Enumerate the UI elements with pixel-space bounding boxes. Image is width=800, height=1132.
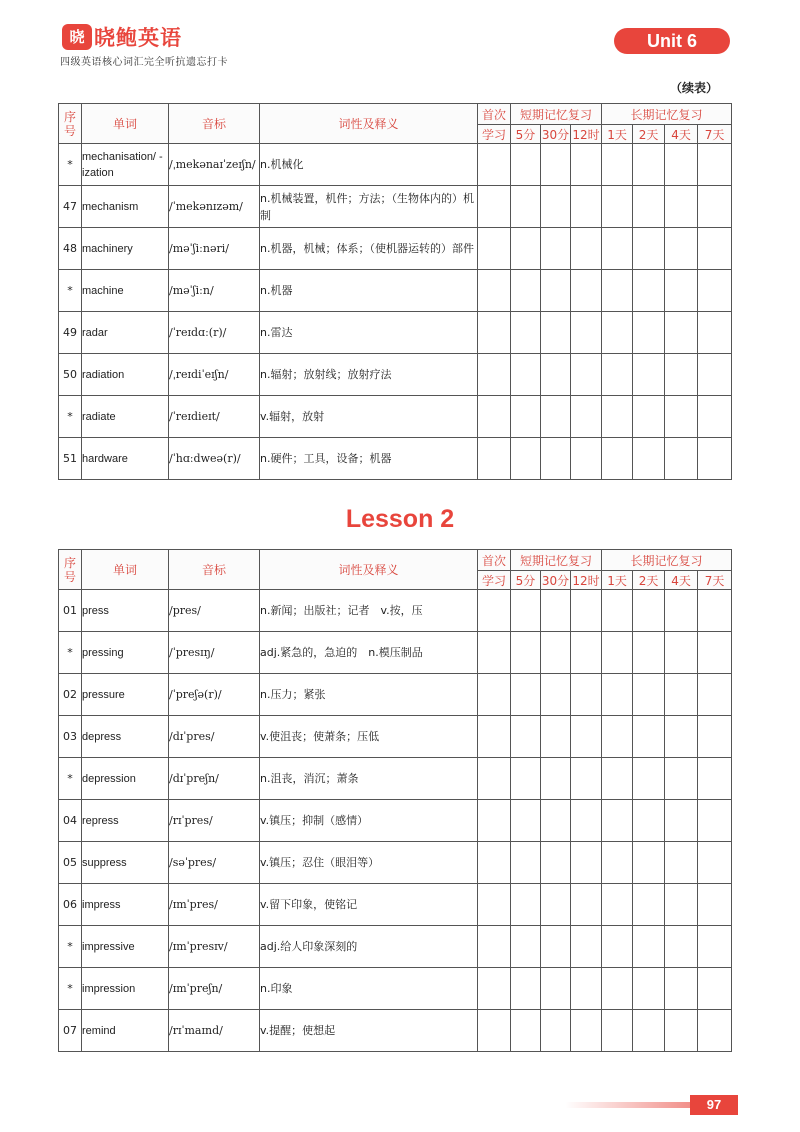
- checkbox-30min[interactable]: [541, 1010, 571, 1052]
- checkbox-first-study[interactable]: [478, 144, 511, 186]
- checkbox-2day[interactable]: [633, 312, 665, 354]
- row-word: depression: [82, 758, 169, 800]
- checkbox-first-study[interactable]: [478, 354, 511, 396]
- checkbox-12h[interactable]: [571, 884, 602, 926]
- row-definition: n.沮丧，消沉；萧条: [260, 758, 478, 800]
- checkbox-12h[interactable]: [571, 674, 602, 716]
- checkbox-first-study[interactable]: [478, 270, 511, 312]
- checkbox-first-study[interactable]: [478, 842, 511, 884]
- checkbox-7day[interactable]: [698, 396, 732, 438]
- header-30min: 30分: [541, 571, 571, 590]
- checkbox-12h[interactable]: [571, 354, 602, 396]
- row-phonetic: /rɪˈpres/: [169, 800, 260, 842]
- table-row: [59, 674, 732, 716]
- checkbox-2day[interactable]: [633, 716, 665, 758]
- checkbox-5min[interactable]: [511, 800, 541, 842]
- checkbox-1day[interactable]: [602, 186, 633, 228]
- checkbox-7day[interactable]: [698, 438, 732, 480]
- row-number: *: [59, 968, 82, 1010]
- checkbox-30min[interactable]: [541, 228, 571, 270]
- row-phonetic: /ˌmekənaɪˈzeɪʃn/: [169, 144, 260, 186]
- row-phonetic: /ˈpreʃə(r)/: [169, 674, 260, 716]
- header-12h: 12时: [571, 125, 602, 144]
- checkbox-4day[interactable]: [665, 228, 698, 270]
- row-definition: n.机器，机械；体系；（使机器运转的）部件: [260, 228, 478, 270]
- row-phonetic: /ˈreɪdieɪt/: [169, 396, 260, 438]
- header-2day: 2天: [633, 571, 665, 590]
- checkbox-12h[interactable]: [571, 758, 602, 800]
- checkbox-2day[interactable]: [633, 884, 665, 926]
- row-number: *: [59, 396, 82, 438]
- checkbox-7day[interactable]: [698, 926, 732, 968]
- checkbox-5min[interactable]: [511, 354, 541, 396]
- checkbox-4day[interactable]: [665, 144, 698, 186]
- checkbox-2day[interactable]: [633, 842, 665, 884]
- checkbox-4day[interactable]: [665, 884, 698, 926]
- checkbox-2day[interactable]: [633, 590, 665, 632]
- header-5min: 5分: [511, 571, 541, 590]
- header-long-term: 长期记忆复习: [602, 104, 732, 125]
- header-first-study: 首次: [478, 550, 511, 571]
- checkbox-2day[interactable]: [633, 800, 665, 842]
- row-word: impressive: [82, 926, 169, 968]
- row-phonetic: /məˈʃiːn/: [169, 270, 260, 312]
- row-word: radiation: [82, 354, 169, 396]
- checkbox-5min[interactable]: [511, 1010, 541, 1052]
- header-first-study: 首次: [478, 104, 511, 125]
- checkbox-4day[interactable]: [665, 800, 698, 842]
- checkbox-30min[interactable]: [541, 270, 571, 312]
- row-number: 48: [59, 228, 82, 270]
- checkbox-1day[interactable]: [602, 312, 633, 354]
- checkbox-1day[interactable]: [602, 800, 633, 842]
- checkbox-1day[interactable]: [602, 438, 633, 480]
- row-word: remind: [82, 1010, 169, 1052]
- checkbox-7day[interactable]: [698, 716, 732, 758]
- checkbox-4day[interactable]: [665, 438, 698, 480]
- table-row: [59, 186, 732, 228]
- checkbox-1day[interactable]: [602, 758, 633, 800]
- checkbox-first-study[interactable]: [478, 312, 511, 354]
- row-word: radiate: [82, 396, 169, 438]
- checkbox-2day[interactable]: [633, 1010, 665, 1052]
- row-phonetic: /ˈreɪdɑː(r)/: [169, 312, 260, 354]
- checkbox-12h[interactable]: [571, 716, 602, 758]
- checkbox-1day[interactable]: [602, 674, 633, 716]
- row-number: *: [59, 632, 82, 674]
- checkbox-first-study[interactable]: [478, 590, 511, 632]
- header-phonetic: 音标: [169, 550, 260, 590]
- brand-name: 晓鲍英语: [94, 26, 182, 50]
- checkbox-4day[interactable]: [665, 926, 698, 968]
- row-definition: n.压力；紧张: [260, 674, 478, 716]
- checkbox-12h[interactable]: [571, 926, 602, 968]
- checkbox-first-study[interactable]: [478, 758, 511, 800]
- checkbox-12h[interactable]: [571, 312, 602, 354]
- checkbox-12h[interactable]: [571, 1010, 602, 1052]
- row-word: repress: [82, 800, 169, 842]
- checkbox-30min[interactable]: [541, 396, 571, 438]
- checkbox-2day[interactable]: [633, 968, 665, 1010]
- table-row: [59, 842, 732, 884]
- checkbox-7day[interactable]: [698, 270, 732, 312]
- checkbox-4day[interactable]: [665, 396, 698, 438]
- checkbox-first-study[interactable]: [478, 1010, 511, 1052]
- checkbox-1day[interactable]: [602, 842, 633, 884]
- checkbox-12h[interactable]: [571, 438, 602, 480]
- header-7day: 7天: [698, 125, 732, 144]
- checkbox-5min[interactable]: [511, 926, 541, 968]
- header-word: 单词: [82, 550, 169, 590]
- header-12h: 12时: [571, 571, 602, 590]
- header-30min: 30分: [541, 125, 571, 144]
- header-first-study-sub: 学习: [478, 571, 511, 590]
- checkbox-first-study[interactable]: [478, 674, 511, 716]
- checkbox-4day[interactable]: [665, 674, 698, 716]
- row-definition: n.新闻；出版社；记者 v.按，压: [260, 590, 478, 632]
- checkbox-30min[interactable]: [541, 590, 571, 632]
- checkbox-first-study[interactable]: [478, 186, 511, 228]
- checkbox-2day[interactable]: [633, 632, 665, 674]
- table-row: [59, 144, 732, 186]
- checkbox-4day[interactable]: [665, 758, 698, 800]
- table-row: [59, 716, 732, 758]
- checkbox-7day[interactable]: [698, 186, 732, 228]
- checkbox-12h[interactable]: [571, 842, 602, 884]
- unit-badge: Unit 6: [614, 28, 730, 54]
- checkbox-first-study[interactable]: [478, 716, 511, 758]
- row-phonetic: /səˈpres/: [169, 842, 260, 884]
- checkbox-1day[interactable]: [602, 144, 633, 186]
- row-definition: v.镇压；忍住（眼泪等）: [260, 842, 478, 884]
- checkbox-5min[interactable]: [511, 312, 541, 354]
- checkbox-2day[interactable]: [633, 270, 665, 312]
- checkbox-30min[interactable]: [541, 354, 571, 396]
- checkbox-12h[interactable]: [571, 144, 602, 186]
- table-row: [59, 758, 732, 800]
- checkbox-1day[interactable]: [602, 354, 633, 396]
- row-definition: n.雷达: [260, 312, 478, 354]
- table-row: [59, 228, 732, 270]
- table-row: [59, 354, 732, 396]
- page-number: 97: [690, 1095, 738, 1115]
- header-first-study-sub: 学习: [478, 125, 511, 144]
- table-row: [59, 590, 732, 632]
- row-number: 07: [59, 1010, 82, 1052]
- checkbox-4day[interactable]: [665, 312, 698, 354]
- row-definition: v.提醒；使想起: [260, 1010, 478, 1052]
- row-word: machinery: [82, 228, 169, 270]
- row-phonetic: /ˈhɑːdweə(r)/: [169, 438, 260, 480]
- header-4day: 4天: [665, 571, 698, 590]
- row-word: impress: [82, 884, 169, 926]
- row-definition: v.留下印象，使铭记: [260, 884, 478, 926]
- checkbox-7day[interactable]: [698, 884, 732, 926]
- row-definition: n.机器: [260, 270, 478, 312]
- row-definition: n.印象: [260, 968, 478, 1010]
- checkbox-5min[interactable]: [511, 228, 541, 270]
- checkbox-12h[interactable]: [571, 632, 602, 674]
- checkbox-first-study[interactable]: [478, 228, 511, 270]
- checkbox-1day[interactable]: [602, 968, 633, 1010]
- table-row: [59, 926, 732, 968]
- checkbox-7day[interactable]: [698, 800, 732, 842]
- checkbox-4day[interactable]: [665, 632, 698, 674]
- row-number: 49: [59, 312, 82, 354]
- row-number: 05: [59, 842, 82, 884]
- checkbox-7day[interactable]: [698, 354, 732, 396]
- row-word: press: [82, 590, 169, 632]
- checkbox-12h[interactable]: [571, 186, 602, 228]
- checkbox-7day[interactable]: [698, 758, 732, 800]
- checkbox-30min[interactable]: [541, 312, 571, 354]
- table-row: [59, 312, 732, 354]
- table-row: [59, 396, 732, 438]
- row-phonetic: /ɪmˈpres/: [169, 884, 260, 926]
- row-phonetic: /dɪˈpres/: [169, 716, 260, 758]
- row-word: pressure: [82, 674, 169, 716]
- row-number: 04: [59, 800, 82, 842]
- checkbox-5min[interactable]: [511, 758, 541, 800]
- checkbox-30min[interactable]: [541, 716, 571, 758]
- row-definition: n.硬件；工具，设备；机器: [260, 438, 478, 480]
- checkbox-5min[interactable]: [511, 186, 541, 228]
- checkbox-1day[interactable]: [602, 590, 633, 632]
- header-5min: 5分: [511, 125, 541, 144]
- checkbox-2day[interactable]: [633, 186, 665, 228]
- table-row: [59, 800, 732, 842]
- checkbox-12h[interactable]: [571, 396, 602, 438]
- checkbox-4day[interactable]: [665, 716, 698, 758]
- row-word: mechanisation/ -ization: [82, 144, 169, 186]
- row-number: *: [59, 270, 82, 312]
- checkbox-7day[interactable]: [698, 842, 732, 884]
- vocab-table-continued: [58, 103, 732, 480]
- checkbox-30min[interactable]: [541, 884, 571, 926]
- checkbox-7day[interactable]: [698, 968, 732, 1010]
- checkbox-2day[interactable]: [633, 758, 665, 800]
- checkbox-30min[interactable]: [541, 842, 571, 884]
- header-no: 序号: [59, 550, 82, 590]
- checkbox-4day[interactable]: [665, 354, 698, 396]
- row-phonetic: /ɪmˈpresɪv/: [169, 926, 260, 968]
- header-1day: 1天: [602, 571, 633, 590]
- continued-label: （续表）: [670, 81, 719, 95]
- checkbox-2day[interactable]: [633, 438, 665, 480]
- checkbox-2day[interactable]: [633, 926, 665, 968]
- header-long-term: 长期记忆复习: [602, 550, 732, 571]
- header-no: 序号: [59, 104, 82, 144]
- table-row: [59, 632, 732, 674]
- row-phonetic: /ˈmekənɪzəm/: [169, 186, 260, 228]
- checkbox-4day[interactable]: [665, 842, 698, 884]
- row-definition: v.镇压；抑制（感情）: [260, 800, 478, 842]
- header-7day: 7天: [698, 571, 732, 590]
- header-short-term: 短期记忆复习: [511, 104, 602, 125]
- header-2day: 2天: [633, 125, 665, 144]
- checkbox-1day[interactable]: [602, 1010, 633, 1052]
- row-phonetic: /ɪmˈpreʃn/: [169, 968, 260, 1010]
- checkbox-first-study[interactable]: [478, 438, 511, 480]
- checkbox-5min[interactable]: [511, 144, 541, 186]
- table-row: [59, 438, 732, 480]
- header-definition: 词性及释义: [260, 550, 478, 590]
- table-row: [59, 270, 732, 312]
- row-definition: v.使沮丧；使萧条；压低: [260, 716, 478, 758]
- row-phonetic: /ˌreɪdiˈeɪʃn/: [169, 354, 260, 396]
- row-definition: adj.紧急的，急迫的 n.模压制品: [260, 632, 478, 674]
- row-definition: n.机械装置，机件；方法；（生物体内的）机制: [260, 186, 478, 228]
- checkbox-30min[interactable]: [541, 186, 571, 228]
- row-number: *: [59, 926, 82, 968]
- checkbox-1day[interactable]: [602, 632, 633, 674]
- checkbox-30min[interactable]: [541, 438, 571, 480]
- checkbox-1day[interactable]: [602, 270, 633, 312]
- checkbox-2day[interactable]: [633, 396, 665, 438]
- checkbox-30min[interactable]: [541, 926, 571, 968]
- row-number: 02: [59, 674, 82, 716]
- checkbox-1day[interactable]: [602, 884, 633, 926]
- row-number: 50: [59, 354, 82, 396]
- row-word: machine: [82, 270, 169, 312]
- header-1day: 1天: [602, 125, 633, 144]
- checkbox-first-study[interactable]: [478, 800, 511, 842]
- checkbox-5min[interactable]: [511, 842, 541, 884]
- row-number: *: [59, 758, 82, 800]
- checkbox-5min[interactable]: [511, 396, 541, 438]
- checkbox-5min[interactable]: [511, 716, 541, 758]
- checkbox-7day[interactable]: [698, 1010, 732, 1052]
- checkbox-5min[interactable]: [511, 270, 541, 312]
- brand-subtitle: 四级英语核心词汇完全听抗遗忘打卡: [60, 57, 228, 68]
- row-word: radar: [82, 312, 169, 354]
- checkbox-5min[interactable]: [511, 884, 541, 926]
- checkbox-2day[interactable]: [633, 228, 665, 270]
- checkbox-30min[interactable]: [541, 800, 571, 842]
- checkbox-30min[interactable]: [541, 968, 571, 1010]
- checkbox-7day[interactable]: [698, 674, 732, 716]
- checkbox-1day[interactable]: [602, 926, 633, 968]
- page-number-bar: [565, 1102, 690, 1108]
- row-phonetic: /rɪˈmaɪnd/: [169, 1010, 260, 1052]
- row-definition: n.机械化: [260, 144, 478, 186]
- row-word: pressing: [82, 632, 169, 674]
- checkbox-7day[interactable]: [698, 144, 732, 186]
- row-number: 06: [59, 884, 82, 926]
- checkbox-4day[interactable]: [665, 270, 698, 312]
- header-phonetic: 音标: [169, 104, 260, 144]
- row-phonetic: /dɪˈpreʃn/: [169, 758, 260, 800]
- checkbox-5min[interactable]: [511, 968, 541, 1010]
- checkbox-5min[interactable]: [511, 438, 541, 480]
- checkbox-2day[interactable]: [633, 354, 665, 396]
- checkbox-first-study[interactable]: [478, 632, 511, 674]
- checkbox-2day[interactable]: [633, 674, 665, 716]
- checkbox-4day[interactable]: [665, 968, 698, 1010]
- header-word: 单词: [82, 104, 169, 144]
- brand-logo-icon: 晓: [62, 24, 92, 50]
- table-row: [59, 968, 732, 1010]
- checkbox-1day[interactable]: [602, 716, 633, 758]
- checkbox-5min[interactable]: [511, 674, 541, 716]
- checkbox-30min[interactable]: [541, 674, 571, 716]
- checkbox-4day[interactable]: [665, 590, 698, 632]
- header-definition: 词性及释义: [260, 104, 478, 144]
- row-word: suppress: [82, 842, 169, 884]
- checkbox-1day[interactable]: [602, 228, 633, 270]
- header-4day: 4天: [665, 125, 698, 144]
- header-short-term: 短期记忆复习: [511, 550, 602, 571]
- row-word: mechanism: [82, 186, 169, 228]
- checkbox-first-study[interactable]: [478, 926, 511, 968]
- row-number: *: [59, 144, 82, 186]
- checkbox-12h[interactable]: [571, 228, 602, 270]
- checkbox-first-study[interactable]: [478, 968, 511, 1010]
- row-phonetic: /ˈpresɪŋ/: [169, 632, 260, 674]
- row-phonetic: /məˈʃiːnəri/: [169, 228, 260, 270]
- row-word: depress: [82, 716, 169, 758]
- lesson-title: Lesson 2: [345, 505, 455, 533]
- checkbox-7day[interactable]: [698, 228, 732, 270]
- row-phonetic: /pres/: [169, 590, 260, 632]
- row-word: hardware: [82, 438, 169, 480]
- row-number: 51: [59, 438, 82, 480]
- row-number: 47: [59, 186, 82, 228]
- table-row: [59, 884, 732, 926]
- checkbox-12h[interactable]: [571, 270, 602, 312]
- checkbox-12h[interactable]: [571, 968, 602, 1010]
- checkbox-4day[interactable]: [665, 186, 698, 228]
- row-definition: v.辐射，放射: [260, 396, 478, 438]
- checkbox-4day[interactable]: [665, 1010, 698, 1052]
- checkbox-7day[interactable]: [698, 312, 732, 354]
- checkbox-7day[interactable]: [698, 632, 732, 674]
- checkbox-12h[interactable]: [571, 590, 602, 632]
- checkbox-first-study[interactable]: [478, 884, 511, 926]
- row-number: 01: [59, 590, 82, 632]
- table-row: [59, 1010, 732, 1052]
- row-definition: adj.给人印象深刻的: [260, 926, 478, 968]
- row-number: 03: [59, 716, 82, 758]
- checkbox-12h[interactable]: [571, 800, 602, 842]
- checkbox-30min[interactable]: [541, 758, 571, 800]
- checkbox-7day[interactable]: [698, 590, 732, 632]
- checkbox-30min[interactable]: [541, 144, 571, 186]
- checkbox-5min[interactable]: [511, 590, 541, 632]
- checkbox-5min[interactable]: [511, 632, 541, 674]
- checkbox-1day[interactable]: [602, 396, 633, 438]
- row-definition: n.辐射；放射线；放射疗法: [260, 354, 478, 396]
- checkbox-2day[interactable]: [633, 144, 665, 186]
- checkbox-first-study[interactable]: [478, 396, 511, 438]
- checkbox-30min[interactable]: [541, 632, 571, 674]
- vocab-table-lesson2: [58, 549, 732, 1052]
- row-word: impression: [82, 968, 169, 1010]
